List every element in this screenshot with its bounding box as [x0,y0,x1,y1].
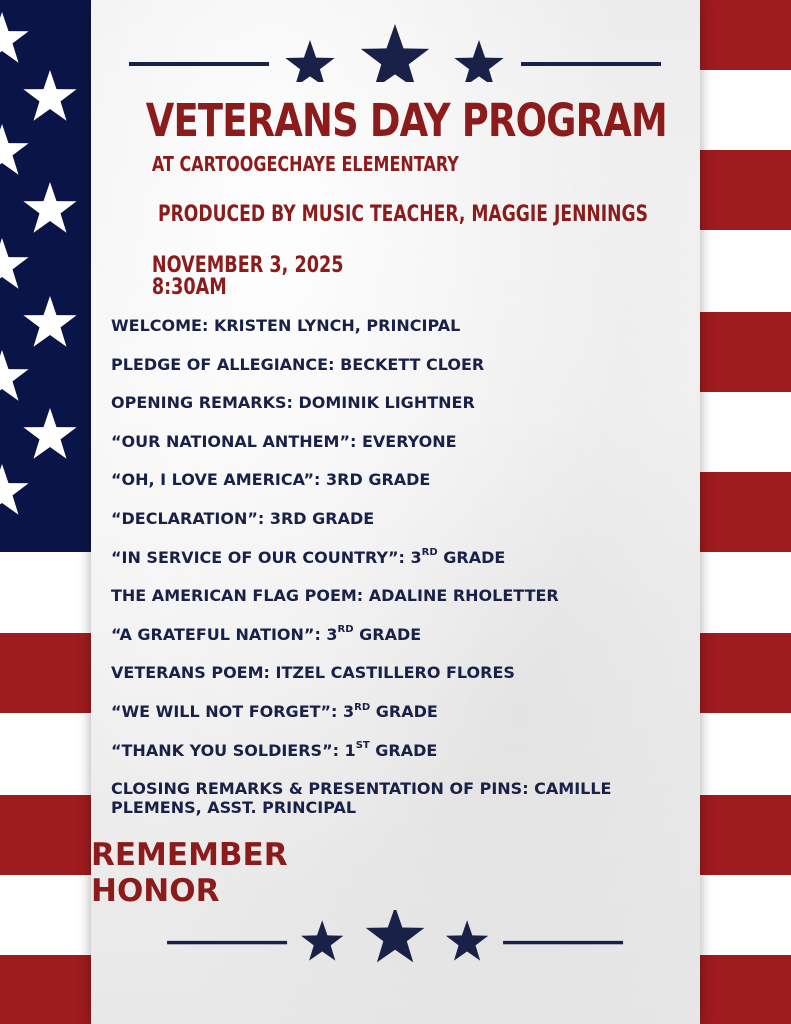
program-item: “IN SERVICE OF OUR COUNTRY”: 3RD GRADE [111,547,506,567]
program-item: OPENING REMARKS: DOMINIK LIGHTNER [111,393,475,413]
program-subtitle: AT CARTOOGECHAYE ELEMENTARY [151,152,459,176]
program-item: “DECLARATION”: 3RD GRADE [111,508,375,528]
program-item: VETERANS POEM: ITZEL CASTILLERO FLORES [111,663,515,683]
remember-text: REMEMBER [91,837,288,873]
star-icon [285,40,334,82]
program-list [111,316,680,817]
program-item: CLOSING REMARKS & PRESENTATION OF PINS: CAMILLE PLEMENS, ASST. PRINCIPAL [111,779,612,818]
program-paper [91,0,700,1024]
star-icon [361,24,429,82]
honor-text: HONOR [91,873,220,909]
program-item: “A GRATEFUL NATION”: 3RD GRADE [111,624,422,644]
program-date: NOVEMBER 3, 2025 [151,253,344,278]
bottom-stars-divider [91,910,700,970]
program-item: THE AMERICAN FLAG POEM: ADALINE RHOLETTER [111,586,559,606]
producer-credit: PRODUCED BY MUSIC TEACHER, MAGGIE JENNINGS [157,202,648,227]
star-icon [301,920,343,960]
star-icon [446,920,488,960]
program-item: “OUR NATIONAL ANTHEM”: EVERYONE [111,431,457,451]
program-item: “OH, I LOVE AMERICA”: 3RD GRADE [111,470,431,490]
star-icon [454,40,503,82]
program-item: “WE WILL NOT FORGET”: 3RD GRADE [111,701,438,721]
program-time: 8:30AM [151,275,227,300]
program-item: PLEDGE OF ALLEGIANCE: BECKETT CLOER [111,354,485,374]
program-item: WELCOME: KRISTEN LYNCH, PRINCIPAL [111,316,461,335]
program-title: VETERANS DAY PROGRAM [145,94,667,147]
program-item: “THANK YOU SOLDIERS”: 1ST GRADE [111,740,438,760]
star-icon [366,910,425,962]
top-stars-divider [91,22,700,82]
